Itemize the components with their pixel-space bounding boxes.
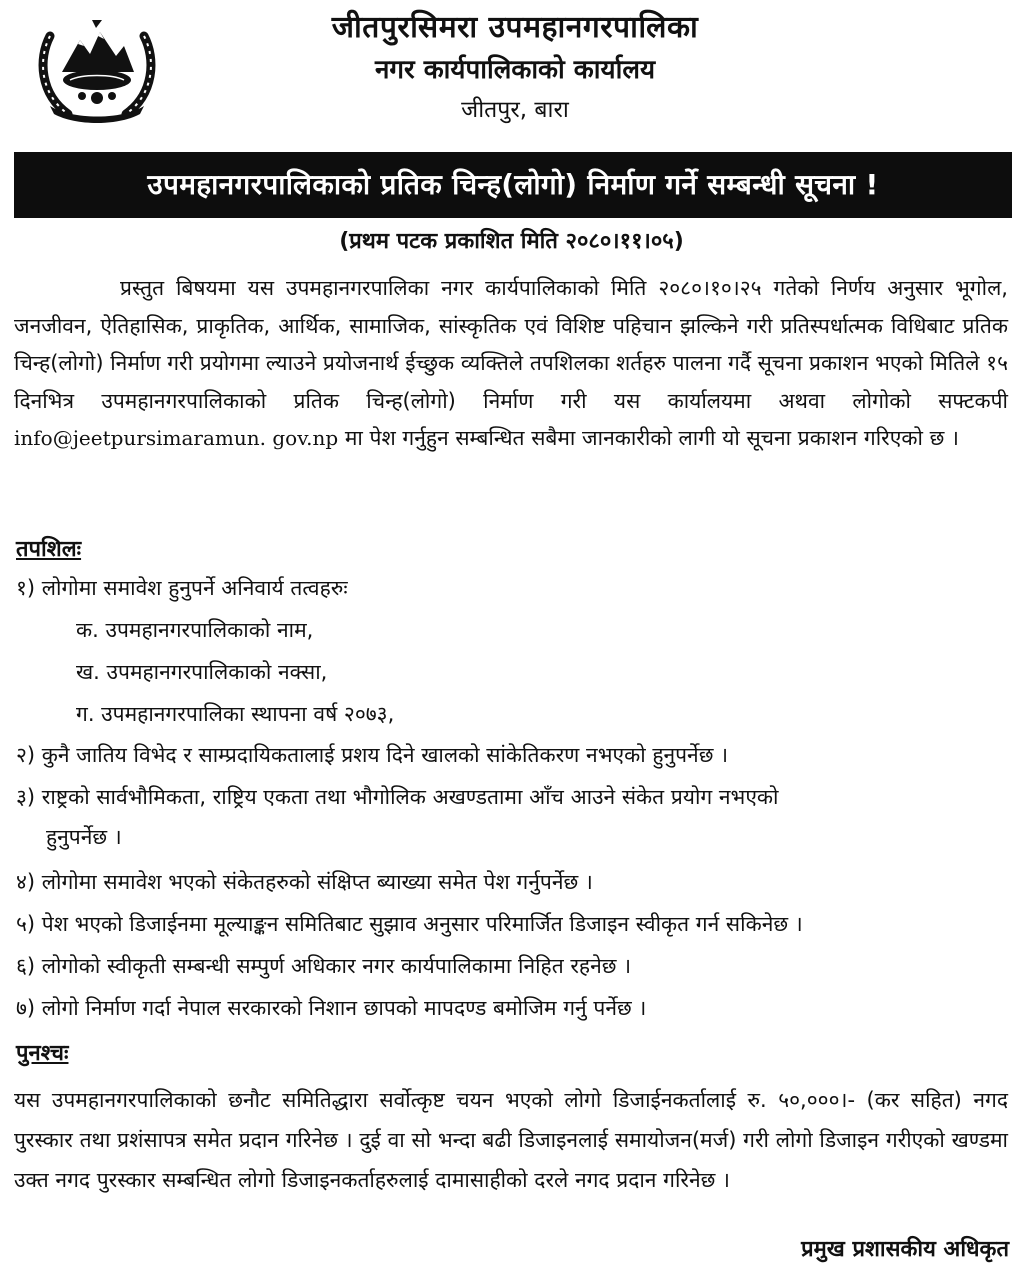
government-emblem-icon (32, 14, 162, 126)
detail-item-7: ७) लोगो निर्माण गर्दा नेपाल सरकारको निशान छापको मापदण्ड बमोजिम गर्नु पर्नेछ । (16, 996, 647, 1020)
detail-item-3-cont: हुनुपर्नेछ । (46, 825, 122, 849)
postscript-text: यस उपमहानगरपालिकाको छनौट समितिद्धारा सर्वोत्कृष्ट चयन भएको लोगो डिजाईनकर्तालाई रु. ५०,०००।- (कर सहित) नगद पुरस्कार तथा प्रशंसापत्र समेत प्रदान गरिनेछ । दुई वा सो भन्दा बढी डिजाइनलाई समायोजन(मर्ज) गरी लोगो डिजाइन गरीएको खण्डमा उक्त नगद पुरस्कार सम्बन्धित लोगो डिजाइनकर्ताहरुलाई दामासाहीको दरले नगद प्रदान गरिनेछ । (14, 1088, 1008, 1192)
contact-email: info@jeetpursimaramun. gov.np (14, 426, 339, 450)
signature: प्रमुख प्रशासकीय अधिकृत (801, 1237, 1009, 1262)
office-address: जीतपुर, बारा (461, 97, 569, 123)
municipality-name: जीतपुरसिमरा उपमहानगरपालिका (331, 10, 699, 45)
detail-item-4: ४) लोगोमा समावेश भएको संकेतहरुको संक्षिप्त ब्याख्या समेत पेश गर्नुपर्नेछ । (16, 870, 593, 894)
intro-text-end: मा पेश गर्नुहुन सम्बन्धित सबैमा जानकारीको लागी यो सूचना प्रकाशन गरिएको छ । (338, 426, 959, 450)
detail-sub-item: ग. उपमहानगरपालिका स्थापना वर्ष २०७३, (76, 702, 395, 726)
detail-item-3: ३) राष्ट्रको सार्वभौमिकता, राष्ट्रिय एकता तथा भौगोलिक अखण्डतामा आँच आउने संकेत प्रयोग नभएको (16, 785, 779, 809)
office-name: नगर कार्यपालिकाको कार्यालय (374, 55, 656, 85)
details-heading: तपशिलः (16, 537, 82, 562)
detail-item-5: ५) पेश भएको डिजाईनमा मूल्याङ्कन समितिबाट सुझाव अनुसार परिमार्जित डिजाइन स्वीकृत गर्न सकिनेछ । (16, 912, 803, 936)
intro-text: प्रस्तुत बिषयमा यस उपमहानगरपालिका नगर कार्यपालिकाको मिति २०८०।१०।२५ गतेको निर्णय अनुसार भूगोल, जनजीवन, ऐतिहासिक, प्राकृतिक, आर्थिक, सामाजिक, सांस्कृतिक एवं विशिष्ट पहिचान झल्किने गरी प्रतिस्पर्धात्मक विधिबाट प्रतिक चिन्ह(लोगो) निर्माण गरी प्रयोगमा ल्याउने प्रयोजनार्थ ईच्छुक व्यक्तिले तपशिलका शर्तहरु पालना गर्दै सूचना प्रकाशन भएको मितिले १५ दिनभित्र उपमहानगरपालिकाको प्रतिक चिन्ह(लोगो) निर्माण गरी यस कार्यालयमा अथवा लोगोको सफ्टकपी (14, 276, 1008, 413)
detail-item-2: २) कुनै जातिय विभेद र साम्प्रदायिकतालाई प्रशय दिने खालको सांकेतिकरण नभएको हुनुपर्नेछ । (16, 743, 729, 767)
intro-paragraph (14, 270, 1008, 458)
detail-item-6: ६) लोगोको स्वीकृती सम्बन्धी सम्पुर्ण अधिकार नगर कार्यपालिकामा निहित रहनेछ । (16, 954, 632, 978)
detail-item-1: १) लोगोमा समावेश हुनुपर्ने अनिवार्य तत्वहरुः (16, 576, 348, 600)
publication-date: (प्रथम पटक प्रकाशित मिति २०८०।११।०५) (339, 229, 684, 254)
postscript-heading: पुनश्चः (16, 1041, 69, 1066)
notice-title: उपमहानगरपालिकाको प्रतिक चिन्ह(लोगो) निर्माण गर्ने सम्बन्धी सूचना ! (14, 152, 1012, 218)
detail-sub-item: क. उपमहानगरपालिकाको नाम, (76, 618, 314, 642)
detail-sub-item: ख. उपमहानगरपालिकाको नक्सा, (76, 660, 328, 684)
office-header (190, 6, 840, 130)
